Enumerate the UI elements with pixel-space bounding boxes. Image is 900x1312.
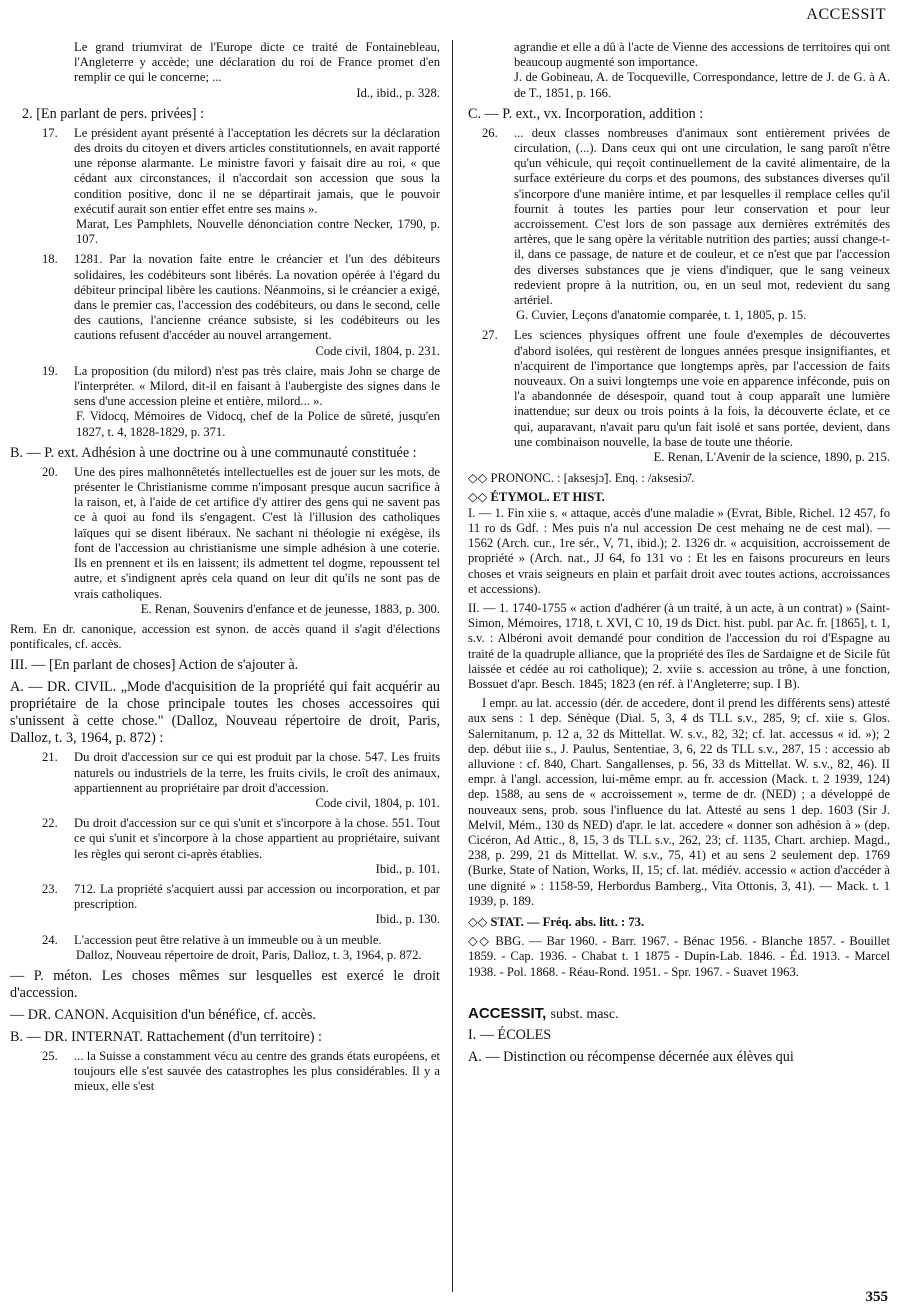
section-heading: A. — DR. CIVIL. „Mode d'acquisition de la propriété qui fait acquérir au propriétaire de la chose principale toutes les choses accessoires qui s'unissent à cette chose." (Dalloz, Nouveau répertoire de droit, Paris, Dalloz, t. 3, 1964, p. 872) : — [10, 679, 440, 747]
remark: Rem. En dr. canonique, accession est synon. de accès quand il s'agit d'élections pontificales, cf. accès. — [10, 621, 440, 652]
example-text: La proposition (du milord) n'est pas très claire, mais John se charge de l'interpréter. « Milord, dit-il en faisant à l'aubergiste des signes dans le sens d'une accession pleine et entière, milord... ». — [74, 363, 440, 409]
example-text: ... deux classes nombreuses d'animaux sont entièrement privées de circulation, (...). Dans ceux qui ont une circulation, le sang paroît n'être qu'un véhicule, qui reçoit continuellement de la cavité alimentaire, de la surface extérieure du corps et des poumons, des substances diverses qu'il s'incorpore d'une manière intime, et par lesquelles il remplace celles qu'il fournit à toutes les parties pour leur conservation et pour leur accroissement. C'est lors de son passage aux dernières extrémités des artères, que le sang opère la véritable nutrition des parties; aussi change-t-il, dans ce passage, de nature et de couleur, et ce n'est que par l'accession des diverses substances que je viens d'indiquer, que le sang veineux redevient propre à la nutrition, ou, en un seul mot, redevient du sang artériel. — [514, 125, 890, 308]
citation: Id., ibid., p. 328. — [356, 85, 440, 100]
example-26 — [468, 126, 890, 324]
example-21 — [10, 750, 440, 811]
example-number: 22. — [42, 816, 58, 831]
example-text: agrandie et elle a dû à l'acte de Vienne des accessions de territoires qui ont beaucoup augmenté son importance. — [514, 40, 890, 70]
example-text: Le président ayant présenté à l'acceptation les décrets sur la déclaration des droits du citoyen et divers articles constitutionnels, en avait rapporté une réponse alarmante. Le ministre favori y faisait dire au roi, « que cédant aux circonstances, il n'accordait son accession que sous la condition positive, donc il ne se départirait jamais, que le pouvoir exécutif aurait son entier effet entre ses mains ». — [74, 125, 440, 216]
section-heading: A. — Distinction ou récompense décernée aux élèves qui — [468, 1048, 794, 1065]
example-number: 20. — [42, 464, 58, 479]
example-20 — [10, 465, 440, 617]
column-rule — [452, 40, 453, 1292]
section-heading: B. — P. ext. Adhésion à une doctrine ou à une communauté constituée : — [10, 444, 417, 461]
example-number: 24. — [42, 932, 58, 947]
example-17 — [10, 126, 440, 248]
citation: Marat, Les Pamphlets, Nouvelle dénonciation contre Necker, 1790, p. 107. — [76, 217, 440, 247]
headword-entry — [468, 1006, 890, 1022]
example-text: L'accession peut être relative à un immeuble ou à un meuble. — [74, 932, 382, 947]
example-27 — [468, 328, 890, 465]
example-24 — [10, 933, 440, 963]
section-heading: — DR. CANON. Acquisition d'un bénéfice, cf. accès. — [10, 1006, 316, 1023]
section-heading: — P. méton. Les choses mêmes sur lesquelles est exercé le droit d'accession. — [10, 967, 440, 1001]
page-number: 355 — [865, 1289, 888, 1305]
etymology-heading: ◇◇ ÉTYMOL. ET HIST. — [468, 490, 605, 505]
quote-text: Le grand triumvirat de l'Europe dicte ce traité de Fontainebleau, l'Angleterre y accède; une déclaration du roi de France promet d'en remplir ce qui le concerne; ... — [74, 40, 440, 85]
section-heading: 2. [En parlant de pers. privées] : — [22, 105, 205, 122]
citation: Code civil, 1804, p. 101. — [315, 795, 440, 810]
citation: E. Renan, Souvenirs d'enfance et de jeunesse, 1883, p. 300. — [140, 601, 440, 616]
example-23 — [10, 882, 440, 928]
example-number: 27. — [482, 328, 498, 343]
example-25 — [10, 1049, 440, 1095]
left-column — [10, 40, 440, 1100]
example-22 — [10, 816, 440, 877]
statistics: ◇◇ STAT. — Fréq. abs. litt. : 73. — [468, 914, 645, 929]
bibliography: ◇◇ BBG. — Bar 1960. - Barr. 1967. - Bénac 1956. - Blanche 1857. - Bouillet 1859. - Cap. 1936. - Chabat t. 1 1875 - Dupin-Lab. 1846. - Éd. 1913. - Marcel 1938. - Pol. 1868. - Réau-Rond. 1951. - Spr. 1967. - Suavet 1963. — [468, 934, 890, 979]
citation: F. Vidocq, Mémoires de Vidocq, chef de la Police de sûreté, jusqu'en 1827, t. 4, 1828-1829, p. 371. — [76, 409, 440, 439]
example-25-continued — [468, 40, 890, 101]
etymology-part-1: I. — 1. Fin xiie s. « attaque, accès d'une maladie » (Evrat, Bible, Richel. 12 457, fo 11 ro ds Gdf. : Mes puis n'a nul accession De cest mehaing ne de cest mal). — 1562 (Arch. cur., 1re sér., V, 71, ibid.); 2. 1326 dr. « acquisition, accroissement de propriété » (Arch. nat., JJ 64, fo 131 vo : Et les en faisons procureurs en leurs choses et vrais seigneurs en plain et parfait droit avec toutes actions, accroissances et accessions). — [468, 505, 890, 596]
etymology-part-2: II. — 1. 1740-1755 « action d'adhérer (à un traité, à un acte, à un contrat) » (Saint-Simon, Mémoires, 1718, t. XVI, C 10, 19 ds Dict. hist. publ. par Ac. fr. [1865], t. 1, s.v. : Albéroni avoit demandé pour condition de l'accession du roi d'Espagne au traité de la quadruple alliance, que la propriété des îles de Sardaigne et de Sicile fût laissée et cédée au roi catholique); 2. xviie s. accession au trône, à une fonction, Bossuet d'apr. Besch. 1845; 1823 (en réf. à l'Angleterre; sup. I B). — [468, 600, 890, 691]
section-heading: B. — DR. INTERNAT. Rattachement (d'un territoire) : — [10, 1028, 322, 1045]
headword: ACCESSIT, — [468, 1004, 547, 1022]
example-number: 19. — [42, 363, 58, 378]
citation: E. Renan, L'Avenir de la science, 1890, p. 215. — [653, 450, 890, 465]
section-heading: I. — ÉCOLES — [468, 1026, 552, 1043]
example-text: ... la Suisse a constamment vécu au centre des grands états européens, et toujours elle s'est sauvée des catastrophes les plus considérables. Il y a mieux, elle s'est — [74, 1048, 440, 1094]
example-text: 1281. Par la novation faite entre le créancier et l'un des débiteurs solidaires, les codébiteurs sont libérés. La novation opérée à l'égard du débiteur principal libère les cautions. Néanmoins, si le créancier a exigé, dans le premier cas, l'accession des codébiteurs, ou dans le second, celle des cautions, l'ancienne créance subsiste, si les codébiteurs ou les cautions refusent d'accéder au nouvel arrangement. — [74, 252, 440, 343]
etymology-paragraph: I empr. au lat. accessio (dér. de accedere, dont il prend les différents sens) attesté aux sens : 1 dep. Sénèque (Dial. 5, 3, 4 ds TLL s.v., 285, 9; cf. xiie s. Glos. Salernitanum, p. 12 a, 32 ds Mittellat. W. s.v., 82, 32; cf. lat. accessus « id. »); 2 dep. début iiie s., J. Paulus, Sententiae, 3, 6, 22 ds TLL s.v., 287, 15 : accessio ab alluvione : cf. 840, Chart. Sangallenses, p. 56, 33 ds Mittellat. W. s.v., 82, 46). II empr. à l'angl. accession, lui-même empr. au fr. accession (Mack. t. 2 1939, 124) dep. 1588, au sens de « accroissement », terme de dr. (NED) ; a développé de nouveaux sens, prob. sous l'influence du lat. Attesté au sens 1 dep. 1603 (Sir J. Melvil, Mém., 130 ds NED) d'apr. le lat. accedere « donner son adhésion à » (dep. Cicéron, Ad Attic., 8, 15, 3 ds TLL s.v., 262, 23; cf. 1135, Chart. archiep. Magd., 238, p. 299, 21 ds Mittellat. W. s.v., 75, 41) et au sens 2 seulement dep. 1769 (Burke, State of Nation, Works, II, 15; cf. lat. médiév. accessio « action d'accéder à une dignité » : 1158-59, Herbordus Bamberg., Vita Ottonis, 3, 41). — Mack. t. 1 1939, p. 189. — [468, 696, 890, 908]
example-text: 712. La propriété s'acquiert aussi par accession ou incorporation, et par prescription. — [74, 881, 440, 912]
running-head: ACCESSIT — [806, 6, 886, 23]
example-text: Du droit d'accession sur ce qui s'unit et s'incorpore à la chose. 551. Tout ce qui s'unit et s'incorpore à la chose appartient au propriétaire, suivant les règles qui seront ci-après établies. — [74, 816, 440, 861]
example-number: 21. — [42, 750, 58, 765]
section-heading: III. — [En parlant de choses] Action de s'ajouter à. — [10, 657, 299, 674]
pronunciation: ◇◇ PRONONC. : [aksesjɔ̃]. Enq. : /aksesiɔ̃/. — [468, 471, 695, 486]
citation: Ibid., p. 130. — [375, 912, 440, 927]
quote-block — [10, 40, 440, 101]
example-number: 26. — [482, 125, 498, 140]
example-text: Du droit d'accession sur ce qui est produit par la chose. 547. Les fruits naturels ou industriels de la terre, les fruits civils, le croît des animaux, appartiennent au propriétaire par droit d'accession. — [74, 750, 440, 795]
example-text: Une des pires malhonnêtetés intellectuelles est de jouer sur les mots, de présenter le Christianisme comme n'imposant presque aucun sacrifice à la raison, et, à l'aide de cet artifice d'y attirer des gens qui ne savent pas ce à quoi au fond ils s'engagent. C'est là l'illusion des catholiques laïques qui se disent libéraux. Ne sachant ni théologie ni exégèse, ils font de l'accession au christianisme une simple adhésion à une coterie. Ils en prennent et ils en laissent; ils admettent tel dogme, repoussent tel autre, et s'indignent après cela quand on leur dit qu'ils ne sont pas de vrais catholiques. — [74, 464, 440, 601]
section-heading: C. — P. ext., vx. Incorporation, addition : — [468, 105, 704, 122]
example-number: 18. — [42, 252, 58, 267]
citation: J. de Gobineau, A. de Tocqueville, Correspondance, lettre de J. de G. à A. de T., 1851, p. 166. — [514, 70, 890, 100]
example-number: 23. — [42, 881, 58, 896]
citation: Code civil, 1804, p. 231. — [315, 343, 440, 358]
example-19 — [10, 364, 440, 440]
citation: G. Cuvier, Leçons d'anatomie comparée, t. 1, 1805, p. 15. — [516, 308, 807, 323]
example-18 — [10, 252, 440, 358]
example-text: Les sciences physiques offrent une foule d'exemples de découvertes d'abord isolées, qui restèrent de longues années presque insignifiantes, et n'acquirent de l'importance que longtemps après, par l'accession de faits nouveaux. On a suivi longtemps une voie en apparence inféconde, puis on l'a abandonnée de désespoir, quand tout à coup apparaît une lumière inattendue; sur deux ou trois points à la fois, la découverte éclate, et ce qui, auparavant, n'avait paru qu'un fait isolé et sans portée, devient, dans une combinaison nouvelle, la base de toute une théorie. — [514, 328, 890, 449]
citation: Ibid., p. 101. — [375, 861, 440, 876]
grammatical-category: subst. masc. — [550, 1006, 619, 1022]
right-column — [468, 40, 890, 1069]
example-number: 25. — [42, 1048, 58, 1063]
citation: Dalloz, Nouveau répertoire de droit, Paris, Dalloz, t. 3, 1964, p. 872. — [76, 947, 422, 962]
example-number: 17. — [42, 125, 58, 140]
